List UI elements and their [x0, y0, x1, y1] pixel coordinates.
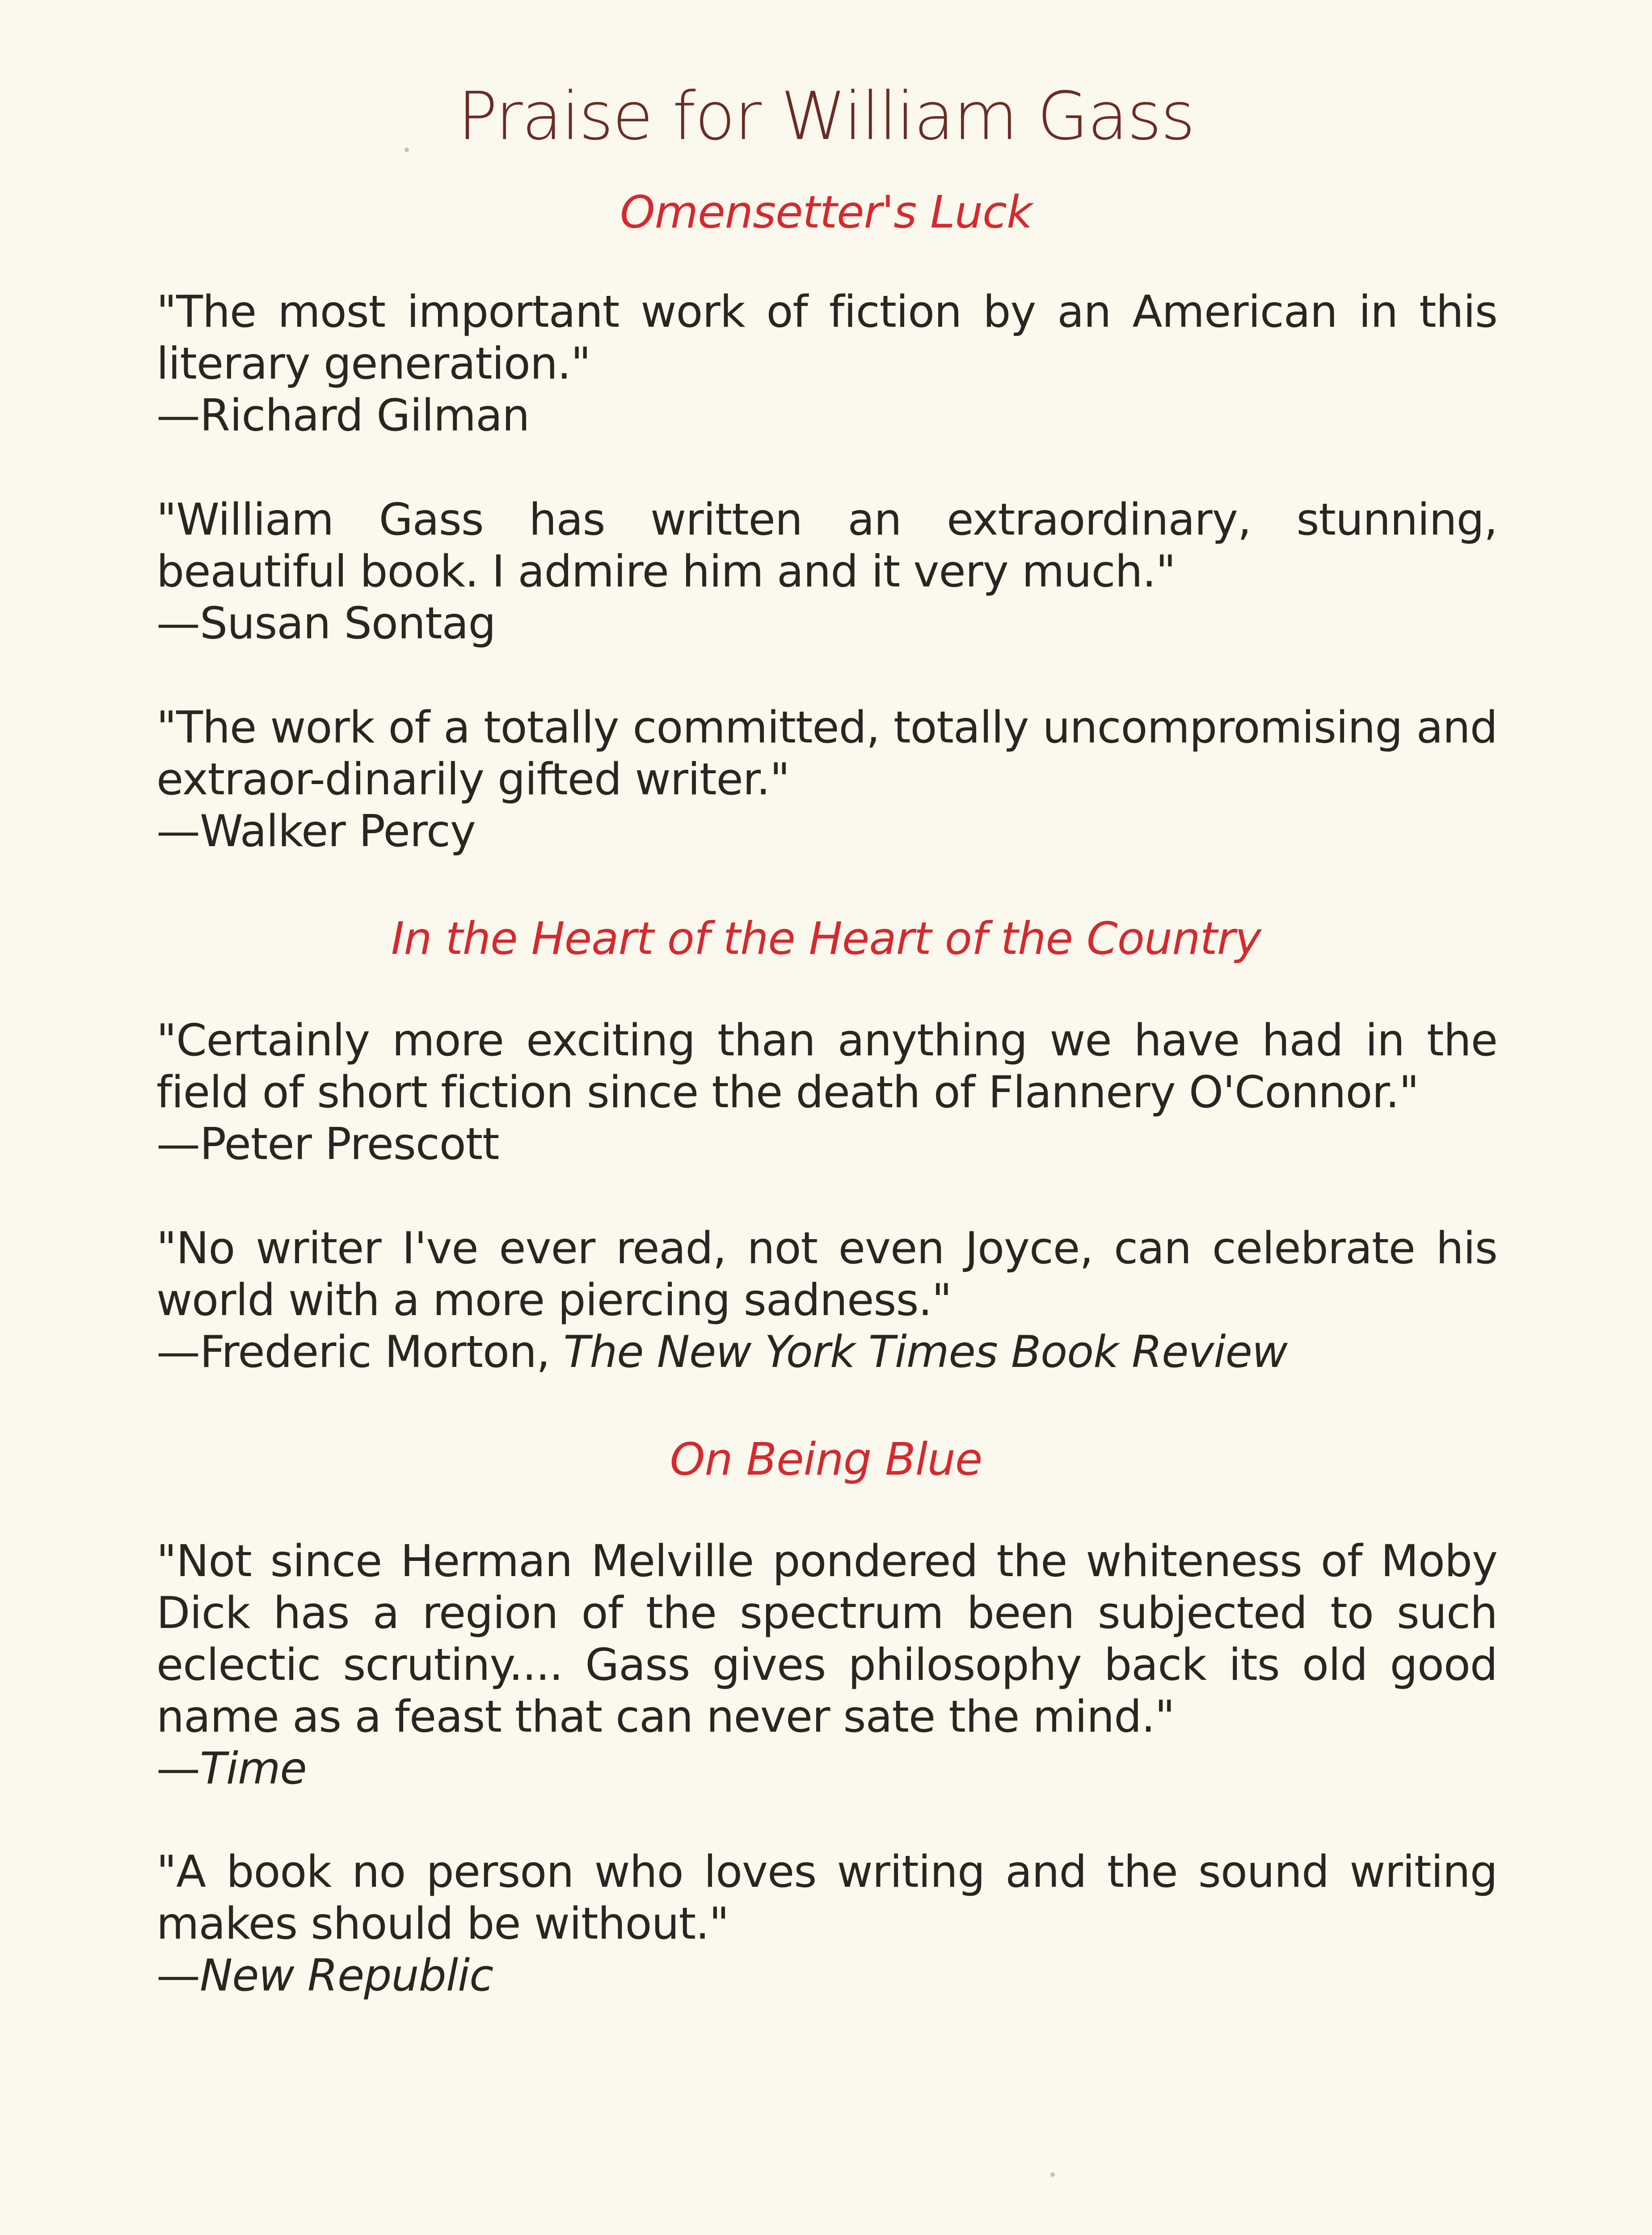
quote-attribution [156, 1326, 1497, 1378]
quote-text: "Certainly more exciting than anything we have had in the field of short fiction since the death of Flannery O'Connor." [156, 1015, 1497, 1118]
quote-attribution [156, 1950, 1497, 2002]
quote-text: "The most important work of fiction by an American in this literary generation." [156, 287, 1497, 389]
quote-susan-sontag [156, 494, 1497, 649]
quote-attribution [156, 390, 1497, 442]
quote-attribution [156, 598, 1497, 649]
quote-peter-prescott [156, 1015, 1497, 1170]
quote-attribution [156, 1743, 1497, 1795]
section-heading-in-the-heart-of-the-country: In the Heart of the Heart of the Country [391, 912, 1261, 965]
attribution-name: —Susan Sontag [156, 598, 496, 649]
quote-new-republic [156, 1846, 1497, 2002]
page-title: Praise for William Gass [457, 78, 1195, 155]
attribution-name: —Peter Prescott [156, 1119, 499, 1170]
paper-speck [405, 148, 409, 152]
quote-text: "William Gass has written an extraordinary, stunning, beautiful book. I admire him and it very much." [156, 494, 1497, 597]
quote-text: "Not since Herman Melville pondered the whiteness of Moby Dick has a region of the spectrum been subjected to such eclectic scrutiny.... Gass gives philosophy back its old good name as a feast that can never sate the mind." [156, 1536, 1497, 1742]
quote-walker-percy [156, 702, 1497, 857]
section-heading-on-being-blue: On Being Blue [670, 1433, 982, 1485]
section-heading-omensetters-luck: Omensetter's Luck [620, 186, 1032, 238]
attribution-name: — [156, 1743, 200, 1794]
quote-text: "The work of a totally committed, totally uncompromising and extraor-dinarily gifted writer." [156, 702, 1497, 805]
quote-text: "A book no person who loves writing and the sound writing makes should be without." [156, 1847, 1497, 1949]
quote-time [156, 1535, 1497, 1795]
attribution-name: —Richard Gilman [156, 390, 530, 441]
quote-richard-gilman [156, 286, 1497, 442]
paper-speck [1050, 2172, 1055, 2177]
attribution-name: — [156, 1950, 200, 2001]
quote-attribution [156, 805, 1497, 857]
attribution-name: —Frederic Morton, [156, 1327, 564, 1378]
quote-frederic-morton [156, 1223, 1497, 1378]
quote-attribution [156, 1118, 1497, 1170]
attribution-source: Time [200, 1743, 307, 1794]
attribution-source: New Republic [200, 1950, 493, 2001]
quote-text: "No writer I've ever read, not even Joyce, can celebrate his world with a more piercing sadness." [156, 1223, 1497, 1326]
attribution-name: —Walker Percy [156, 806, 476, 857]
attribution-source: The New York Times Book Review [563, 1327, 1288, 1378]
